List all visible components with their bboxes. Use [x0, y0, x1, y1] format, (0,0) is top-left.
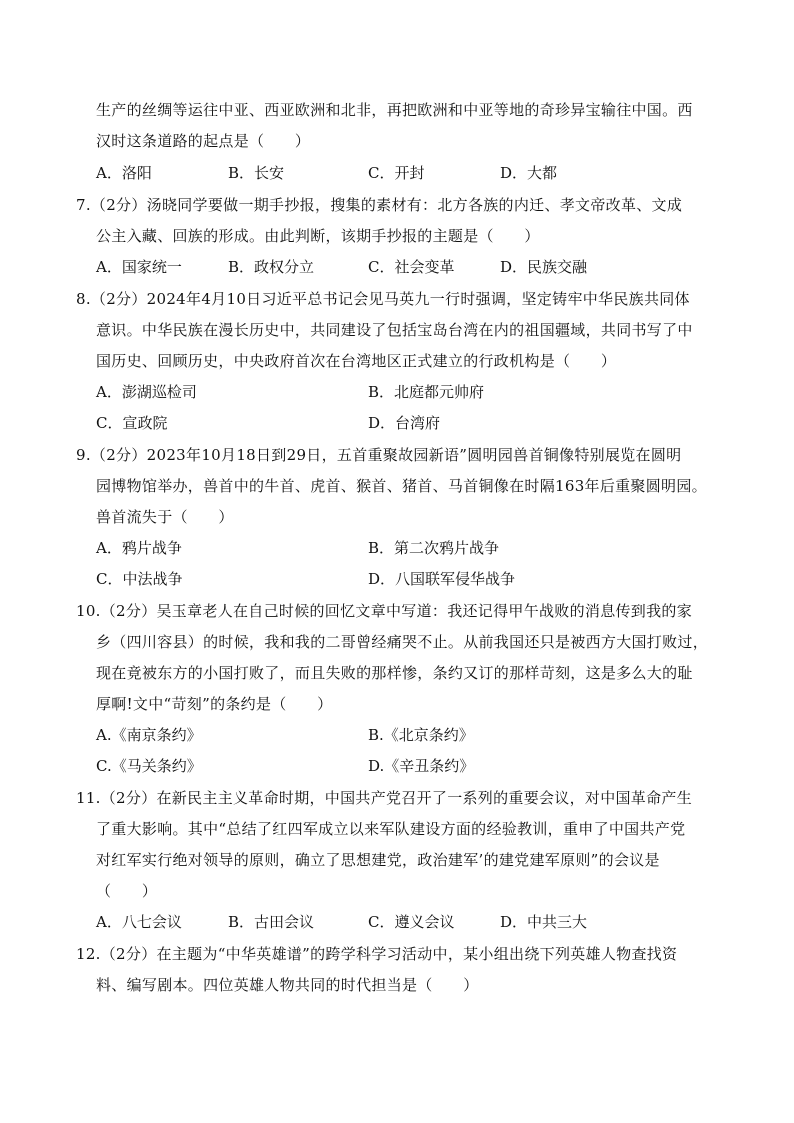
q6-line-1: 生产的丝绸等运往中亚、西亚欧洲和北非，再把欧洲和中亚等地的奇珍异宝输往中国。西	[96, 101, 693, 119]
q7-line-1: 7.（2分）汤晓同学要做一期手抄报，搜集的素材有：北方各族的内迁、孝文帝改革、文成	[76, 196, 683, 214]
q11-line-4: （ ）	[96, 882, 158, 900]
q8-option-d: D．台湾府	[368, 414, 441, 432]
q7-option-c: C．社会变革	[368, 258, 455, 276]
q9-line-2: 园博物馆举办，兽首中的牛首、虎首、猴首、猪首、马首铜像在时隔163年后重聚圆明园。	[96, 477, 707, 495]
q9-option-d: D．八国联军侵华战争	[368, 570, 516, 588]
q9-option-b: B．第二次鸦片战争	[368, 539, 500, 557]
q8-option-a: A．澎湖巡检司	[96, 383, 197, 401]
q9-line-3: 兽首流失于（ ）	[96, 508, 234, 526]
q12-line-2: 料、编写剧本。四位英雄人物共同的时代担当是（ ）	[96, 976, 479, 994]
q10-line-4: 厚啊!文中“苛刻”的条约是（ ）	[96, 695, 333, 713]
q11-option-b: B．古田会议	[228, 913, 315, 931]
q12-line-1: 12.（2分）在主题为“中华英雄谱”的跨学科学习活动中，某小组出绕下列英雄人物查找资	[76, 945, 678, 963]
q6-option-b: B．长安	[228, 164, 285, 182]
q7-option-b: B．政权分立	[228, 258, 315, 276]
q6-option-c: C．开封	[368, 164, 425, 182]
q9-line-1: 9.（2分）2023年10月18日到29日，五首重聚故园新语”圆明园兽首铜像特别展览在圆明	[76, 446, 682, 464]
q9-option-c: C．中法战争	[96, 570, 183, 588]
q8-line-2: 意识。中华民族在漫长历史中，共同建设了包括宝岛台湾在内的祖国疆域，共同书写了中	[96, 321, 693, 339]
q8-line-1: 8.（2分）2024年4月10日习近平总书记会见马英九一行时强调，坚定铸牢中华民族共同体	[76, 290, 690, 308]
q11-line-2: 了重大影响。其中“总结了红四军成立以来军队建设方面的经验教训，重申了中国共产党	[96, 820, 686, 838]
q11-line-1: 11.（2分）在新民主主义革命时期，中国共产党召开了一系列的重要会议，对中国革命产生	[76, 789, 693, 807]
q11-option-c: C．遵义会议	[368, 913, 455, 931]
q10-option-d: D.《辛丑条约》	[368, 757, 475, 775]
q9-option-a: A．鸦片战争	[96, 539, 182, 557]
q8-line-3: 国历史、回顾历史，中央政府首次在台湾地区正式建立的行政机构是（ ）	[96, 352, 617, 370]
q11-line-3: 对红军实行绝对领导的原则，确立了思想建党，政治建军’的建党建军原则”的会议是	[96, 851, 660, 869]
q7-option-a: A．国家统一	[96, 258, 182, 276]
q10-option-c: C.《马关条约》	[96, 757, 202, 775]
q6-option-a: A．洛阳	[96, 164, 152, 182]
q10-line-2: 乡（四川容县）的时候，我和我的二哥曾经痛哭不止。从前我国还只是被西方大国打败过，	[96, 633, 709, 651]
q8-option-c: C．宣政院	[96, 414, 168, 432]
q10-line-1: 10.（2分）吴玉章老人在自己时候的回忆文章中写道：我还记得甲午战败的消息传到我的家	[76, 602, 693, 620]
q7-line-2: 公主入藏、回族的形成。由此判断，该期手抄报的主题是（ ）	[96, 227, 540, 245]
q6-option-d: D．大都	[500, 164, 558, 182]
q11-option-a: A．八七会议	[96, 913, 182, 931]
q7-option-d: D．民族交融	[500, 258, 588, 276]
q11-option-d: D．中共三大	[500, 913, 588, 931]
q10-option-a: A.《南京条约》	[96, 726, 202, 744]
q8-option-b: B．北庭都元帅府	[368, 383, 485, 401]
q6-line-2: 汉时这条道路的起点是（ ）	[96, 132, 311, 150]
q10-option-b: B.《北京条约》	[368, 726, 474, 744]
q10-line-3: 现在竟被东方的小国打败了，而且失败的那样惨，条约又订的那样苛刻，这是多么大的耻	[96, 664, 693, 682]
